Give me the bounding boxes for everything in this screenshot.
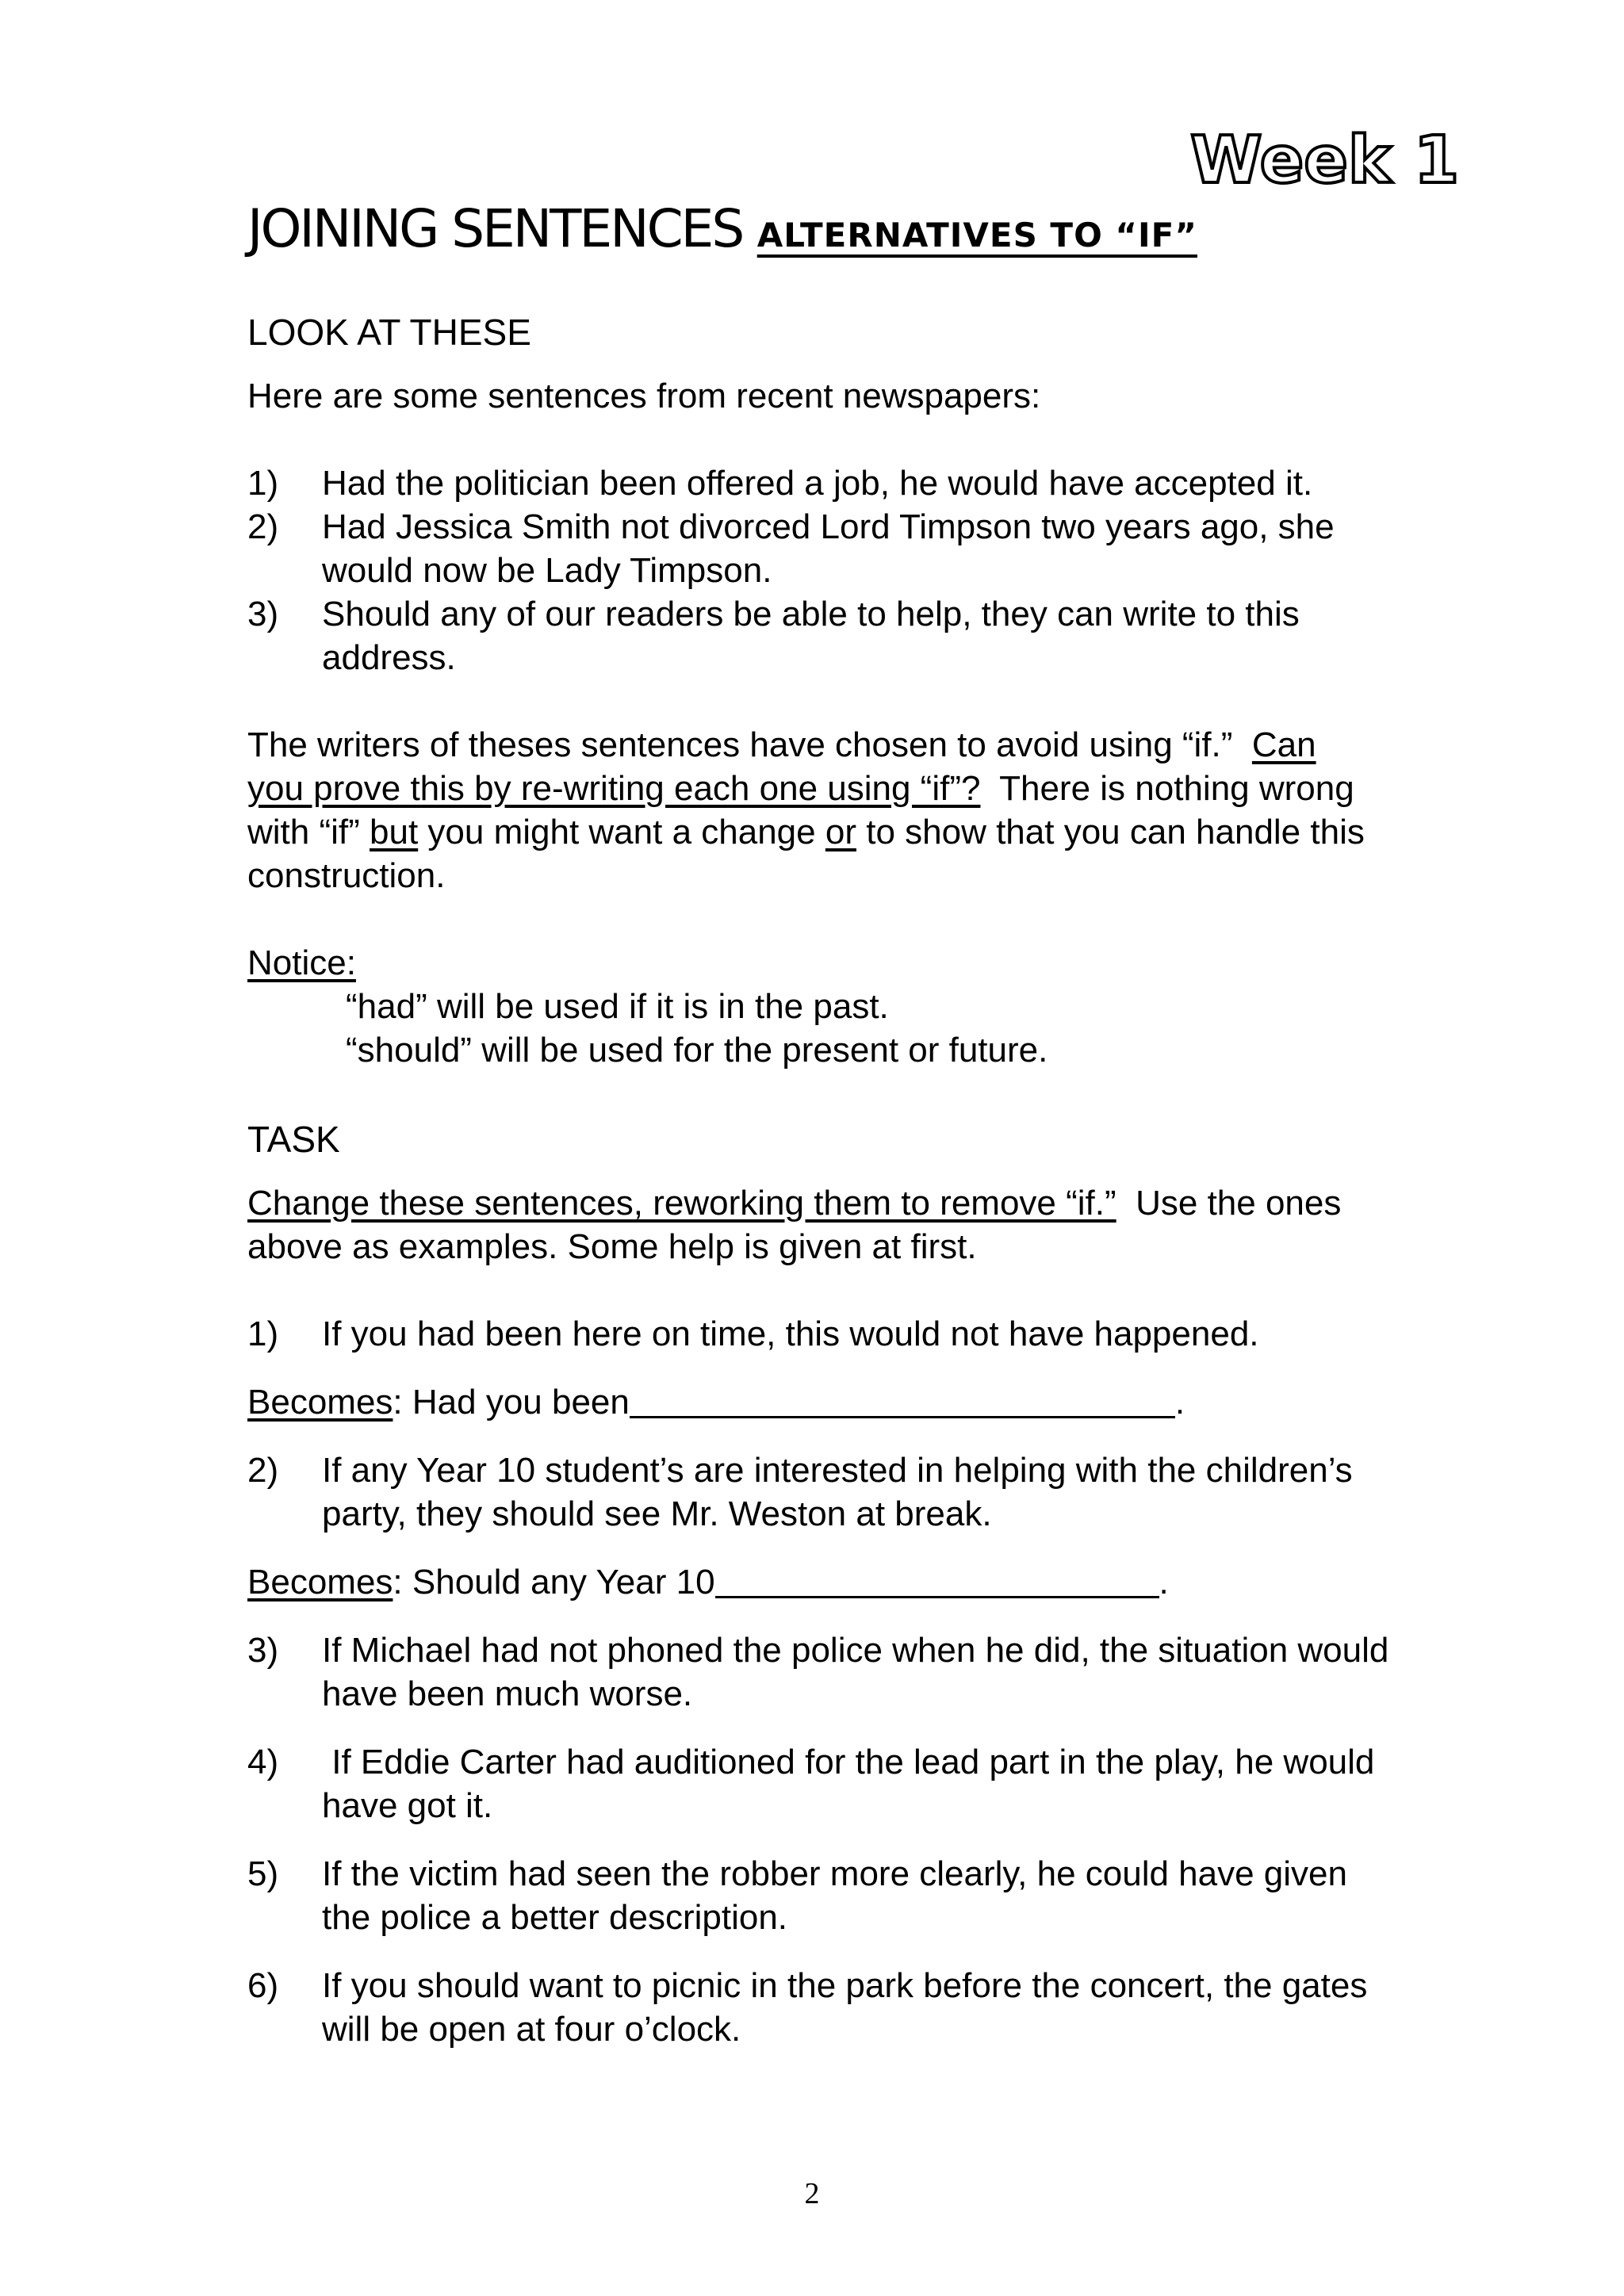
example-number: 3) [247,595,279,633]
explanation-text: you might want a change [427,813,816,851]
task-number: 1) [247,1314,279,1353]
becomes-period: . [1174,1383,1185,1422]
becomes-prompt: : Should any Year 10 [393,1563,715,1601]
look-intro: Here are some sentences from recent newspapers: [247,377,1041,415]
task-heading: TASK [247,1119,340,1160]
task-number: 5) [247,1854,279,1893]
explanation-text: There is nothing wrong with “if” [247,769,1354,851]
task-text: If you should want to picnic in the park before the concert, the gates will be open at four o’clock. [322,1966,1368,2049]
week-label [1190,119,1463,198]
week-label-text: Week 1 [1190,123,1459,198]
example-number: 2) [247,507,279,546]
explanation-text: to show that you can handle this construction. [247,813,1365,895]
title-main: JOINING SENTENCES [247,198,743,259]
task-text: If you had been here on time, this would not have happened. [322,1314,1259,1353]
example-text: Should any of our readers be able to help, they can write to this address. [322,595,1300,677]
explanation-emphasis-but: but [370,813,419,851]
look-heading: LOOK AT THESE [247,312,531,353]
page-title [247,198,1437,259]
becomes-prompt: : Had you been [393,1383,630,1422]
explanation-paragraph [247,723,1373,897]
example-text: Had the politician been offered a job, he would have accepted it. [322,464,1313,503]
task-instruction [247,1181,1373,1269]
task-number: 4) [247,1743,279,1781]
notice-label [247,941,1389,985]
explanation-question: Can you prove this by re-writing each one using “if”? [247,725,1316,808]
title-subtitle: ALTERNATIVES TO “IF” [756,216,1197,254]
task-number: 3) [247,1631,279,1670]
becomes-line-1 [247,1380,1389,1424]
task-instruction-underlined: Change these sentences, reworking them to remove “if.” [247,1184,1116,1223]
task-number: 6) [247,1966,279,2005]
explanation-text: The writers of theses sentences have chosen to avoid using “if.” [247,725,1233,764]
task-text: If the victim had seen the robber more clearly, he could have given the police a better description. [322,1854,1347,1937]
answer-blank[interactable] [715,1564,1159,1598]
becomes-period: . [1159,1563,1169,1601]
notice-line-2: “should” will be used for the present or future. [346,1031,1048,1070]
answer-blank[interactable] [630,1384,1175,1418]
task-instruction-text: Use the ones above as examples. Some help is given at first. [247,1184,1342,1266]
page-number: 2 [804,2177,820,2210]
notice-line-1: “had” will be used if it is in the past. [346,987,889,1026]
becomes-label: Becomes [247,1563,393,1601]
example-text: Had Jessica Smith not divorced Lord Timpson two years ago, she would now be Lady Timpson. [322,507,1335,590]
explanation-emphasis-or: or [825,813,856,851]
becomes-label: Becomes [247,1383,393,1422]
task-text: If Michael had not phoned the police when he did, the situation would have been much worse. [322,1631,1389,1713]
example-number: 1) [247,464,279,503]
becomes-line-2 [247,1560,1389,1604]
task-text: If any Year 10 student’s are interested in helping with the children’s party, they should see Mr. Weston at break. [322,1451,1353,1533]
task-number: 2) [247,1451,279,1490]
task-text: If Eddie Carter had auditioned for the lead part in the play, he would have got it. [322,1743,1385,1825]
notice-label-text: Notice: [247,943,356,982]
